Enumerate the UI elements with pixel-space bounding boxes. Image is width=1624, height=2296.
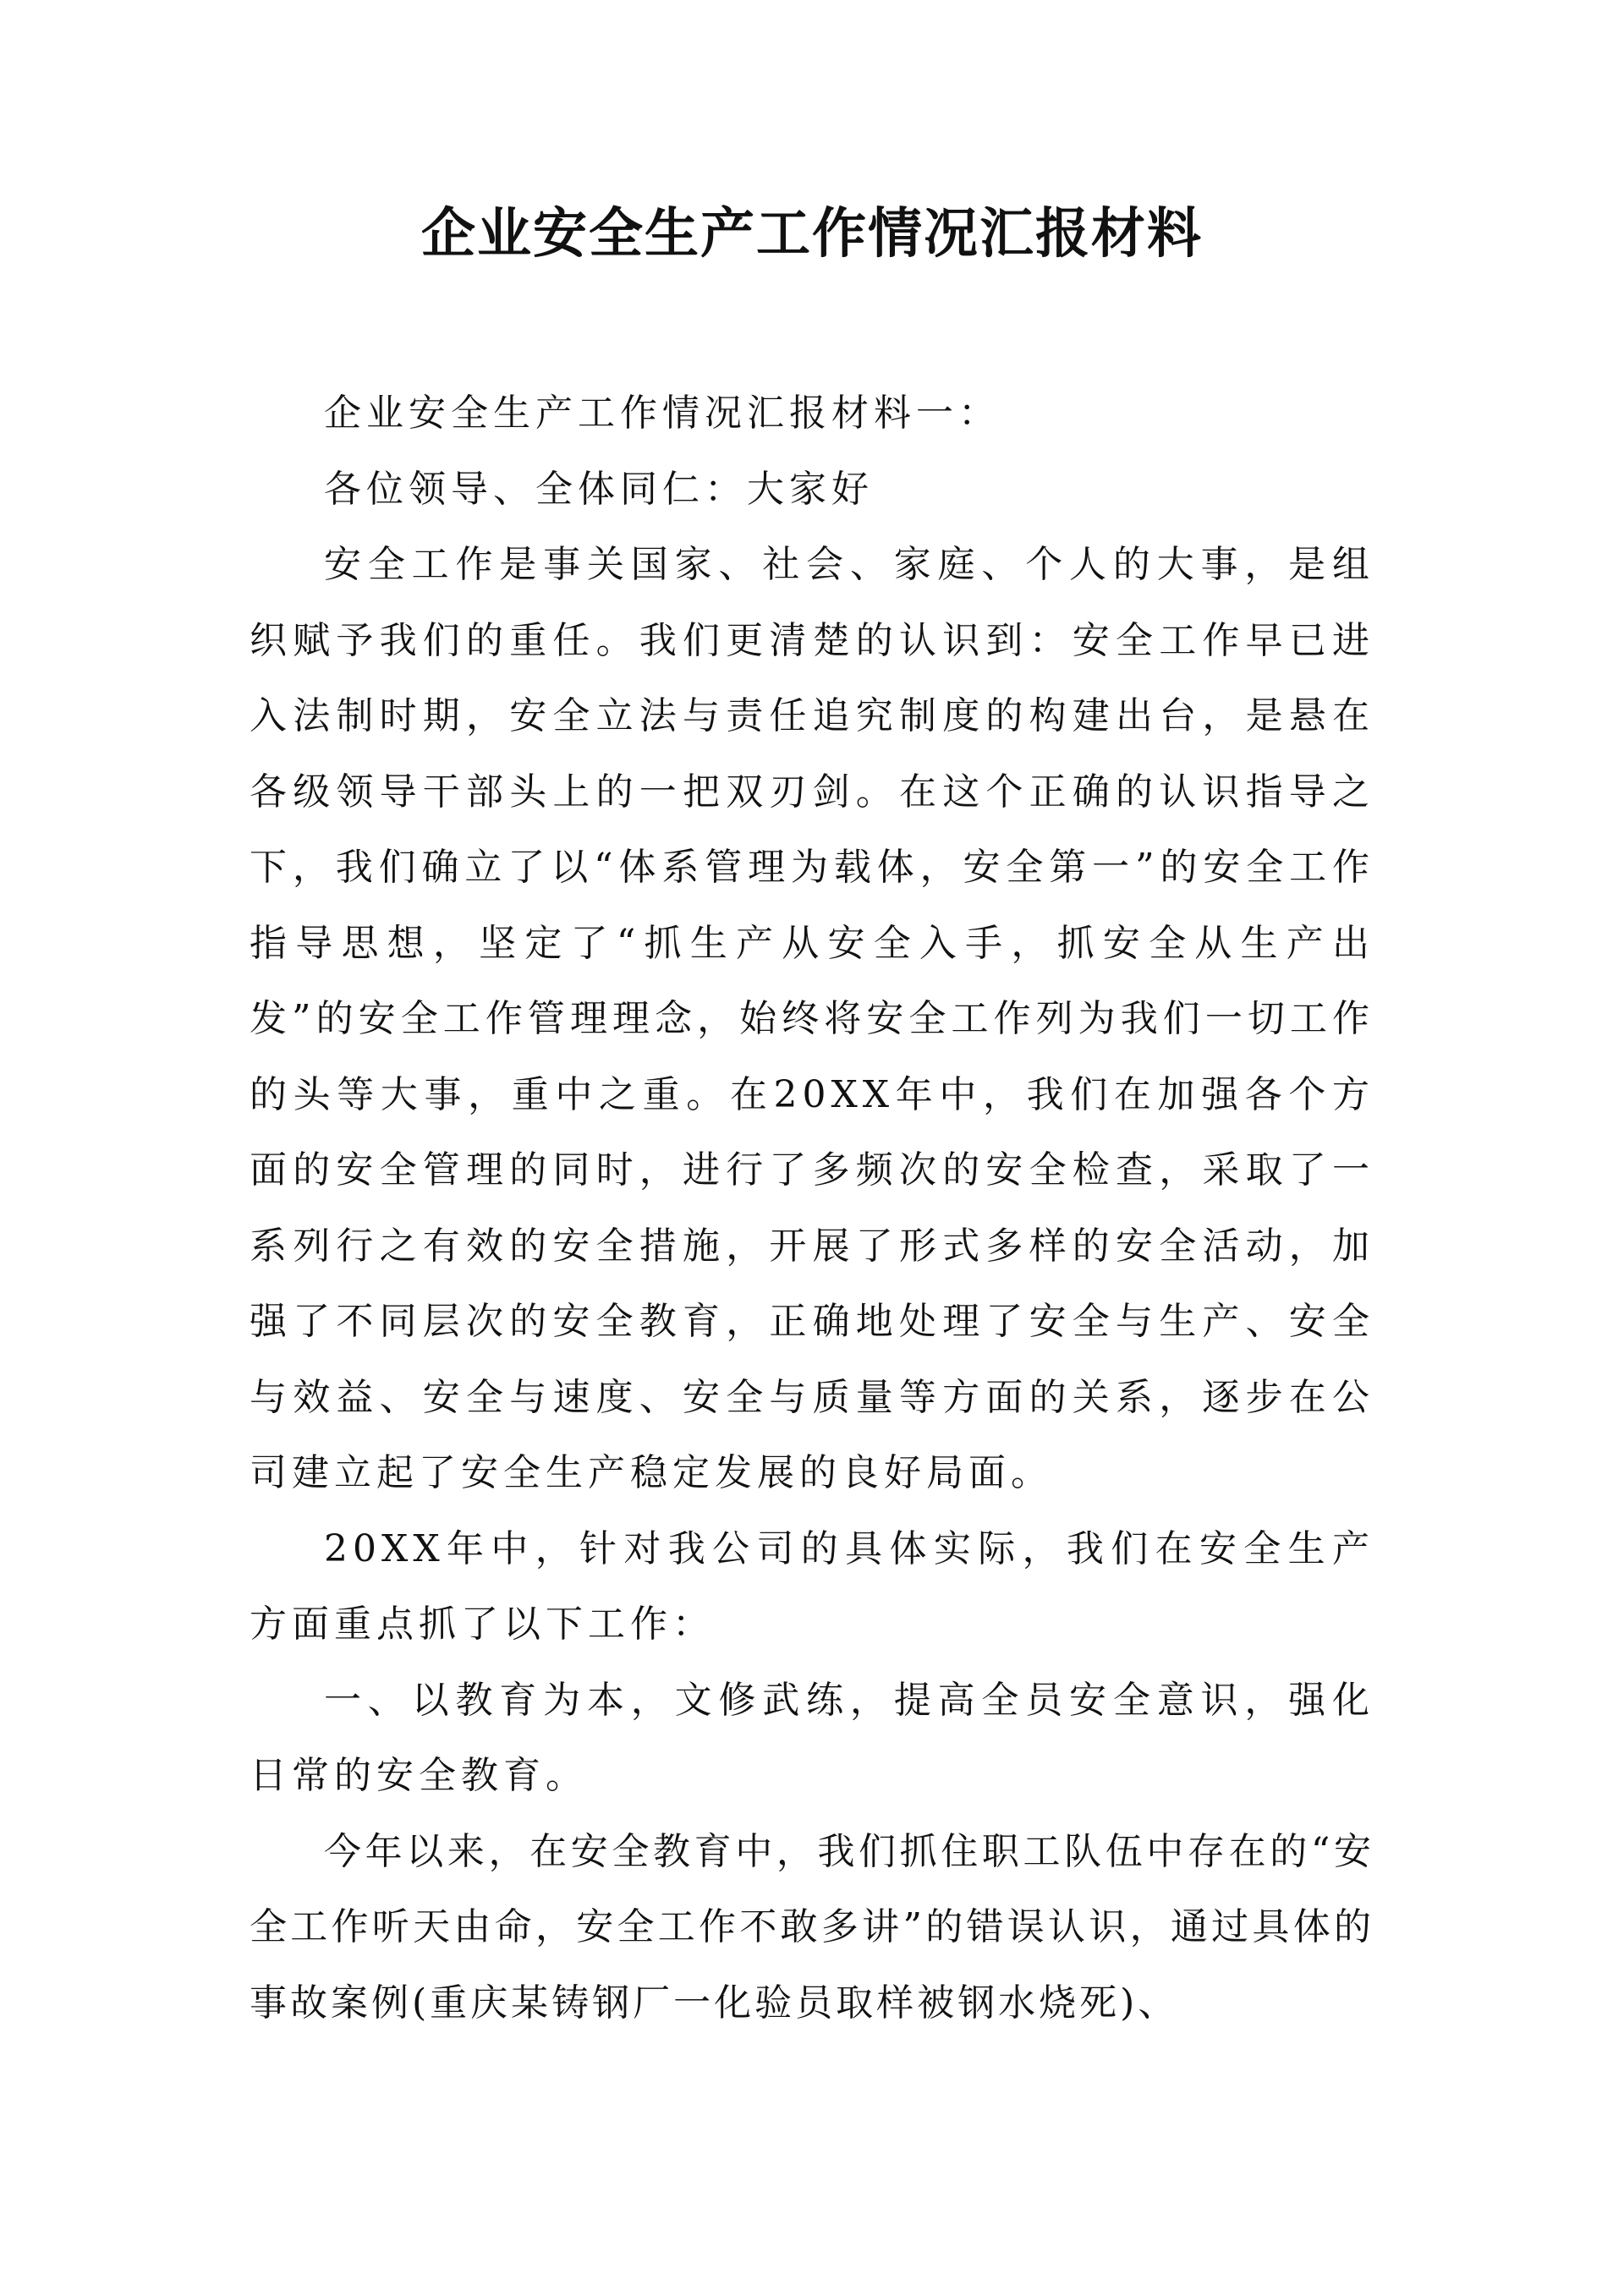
- page-title: 企业安全生产工作情况汇报材料: [421, 202, 1203, 266]
- document-body: [250, 375, 1374, 2041]
- paragraph-section-heading: 一、以教育为本，文修武练，提高全员安全意识，强化日常的安全教育。: [250, 1678, 1374, 1797]
- paragraph-focus: 20XX年中，针对我公司的具体实际，我们在安全生产方面重点抓了以下工作：: [250, 1526, 1374, 1646]
- paragraph-intro: 安全工作是事关国家、社会、家庭、个人的大事，是组织赋予我们的重任。我们更清楚的认识到：安全工作早已进入法制时期，安全立法与责任追究制度的构建出台，是悬在各级领导干部头上的一把双刃剑。在这个正确的认识指导之下，我们确立了以“体系管理为载体，安全第一”的安全工作指导思想，坚定了“抓生产从安全入手，抓安全从生产出发”的安全工作管理理念，始终将安全工作列为我们一切工作的头等大事，重中之重。在20XX年中，我们在加强各个方面的安全管理的同时，进行了多频次的安全检查，采取了一系列行之有效的安全措施，开展了形式多样的安全活动，加强了不同层次的安全教育，正确地处理了安全与生产、安全与效益、安全与速度、安全与质量等方面的关系，逐步在公司建立起了安全生产稳定发展的良好局面。: [250, 543, 1374, 1494]
- paragraph-subtitle: 企业安全生产工作情况汇报材料一：: [324, 392, 1001, 435]
- paragraph-education: 今年以来，在安全教育中，我们抓住职工队伍中存在的“安全工作听天由命，安全工作不敢多讲”的错误认识，通过具体的事故案例(重庆某铸钢厂一化验员取样被钢水烧死)、: [250, 1829, 1374, 2025]
- paragraph-greeting: 各位领导、全体同仁：大家好: [324, 467, 874, 511]
